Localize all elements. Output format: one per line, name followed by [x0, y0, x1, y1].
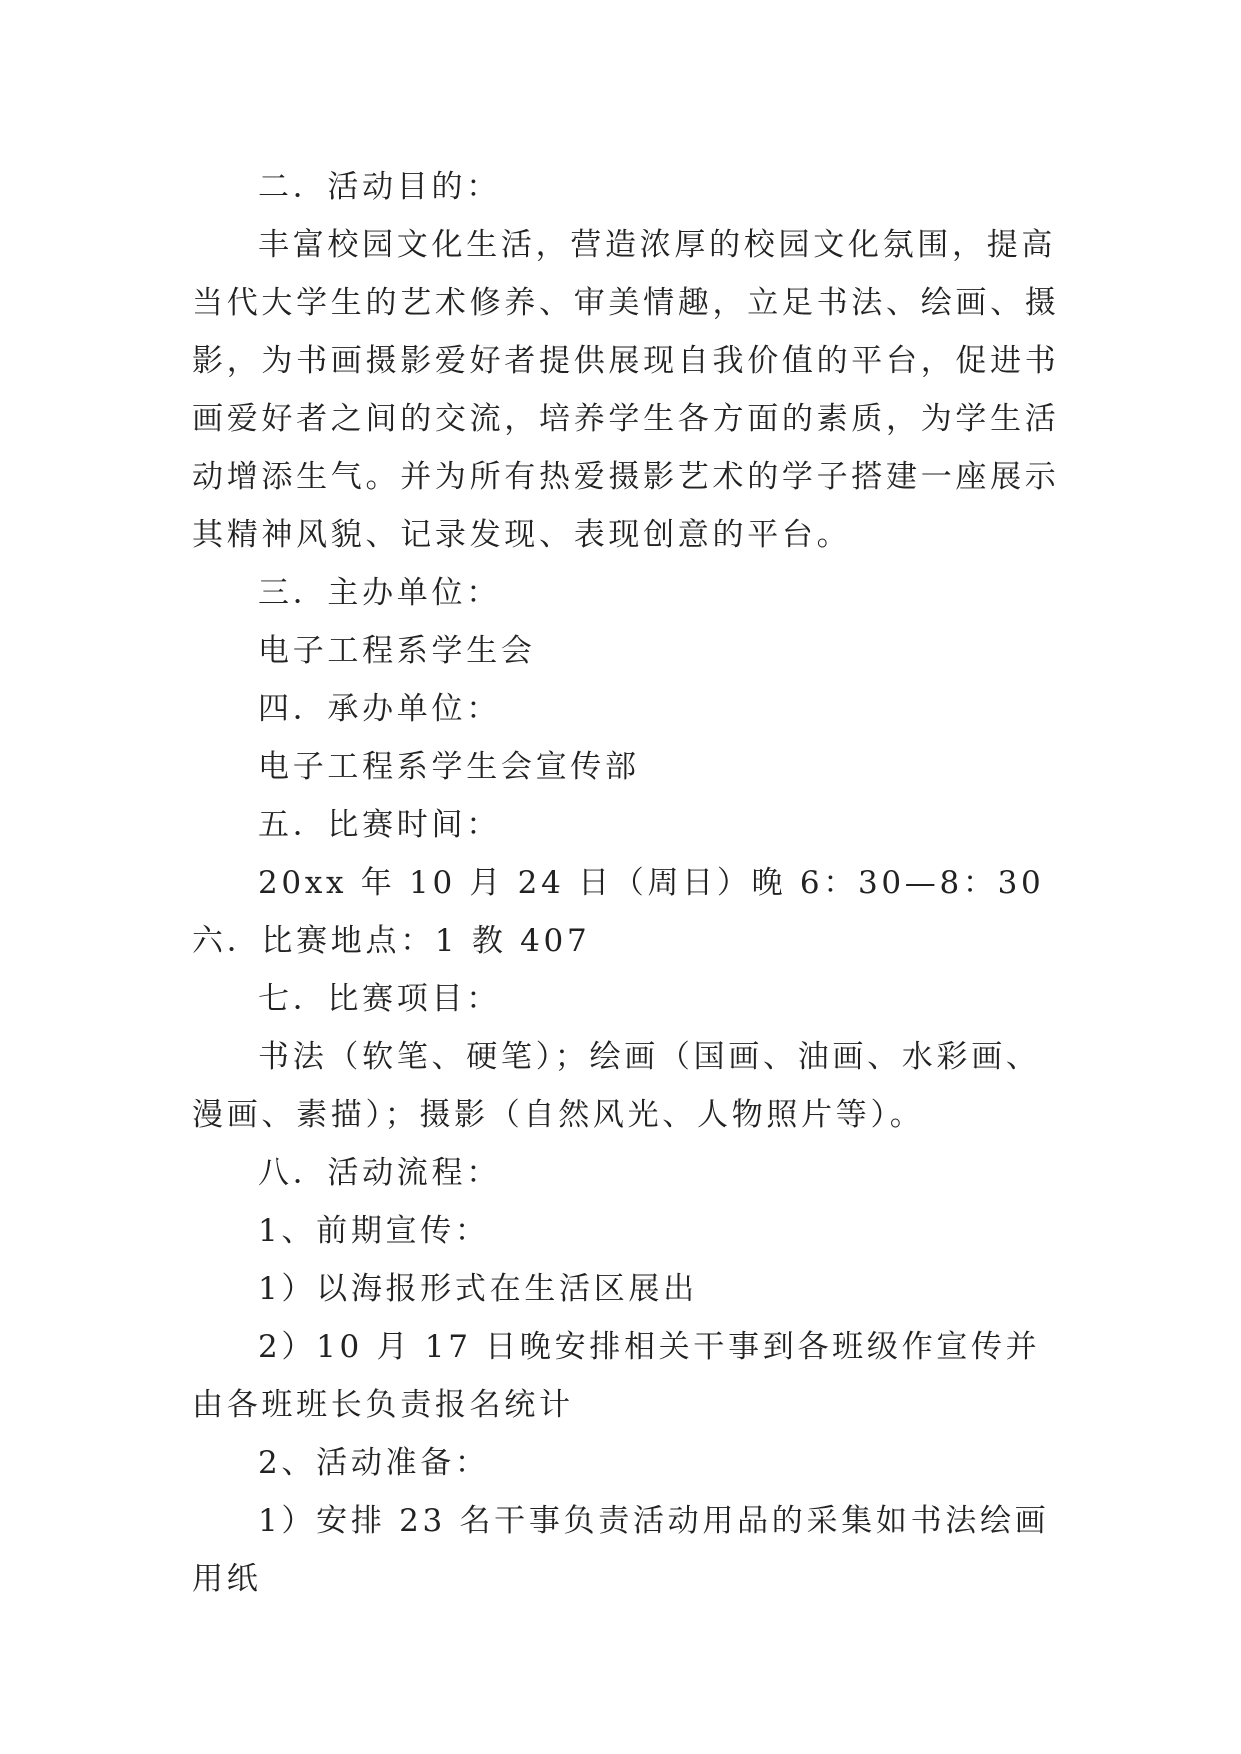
paragraph-co-organizer-text: 电子工程系学生会宣传部	[258, 749, 640, 785]
section-heading-process: 八．活动流程：	[258, 1155, 501, 1191]
paragraph-items-text: 书法（软笔、硬笔）；绘画（国画、油画、水彩画、漫画、素描）；摄影（自然风光、人物照片等）。	[192, 1039, 1041, 1133]
list-item-preparation-1: 1）安排 23 名干事负责活动用品的采集如书法绘画用纸	[192, 1503, 1050, 1597]
paragraph-organizer-text: 电子工程系学生会	[258, 633, 536, 669]
section-heading-items: 七．比赛项目：	[258, 981, 501, 1017]
section-heading-organizer: 三．主办单位：	[258, 575, 501, 611]
list-item-publicity-heading: 1、前期宣传：	[258, 1213, 490, 1249]
paragraph-time-location-text: 20xx 年 10 月 24 日（周日）晚 6：30—8：30 六．比赛地点：1 教 407	[192, 865, 1045, 959]
list-item-preparation-heading: 2、活动准备：	[258, 1445, 490, 1481]
section-heading-purpose: 二．活动目的：	[258, 169, 501, 205]
section-heading-co-organizer: 四．承办单位：	[258, 691, 501, 727]
document-body	[192, 158, 1072, 1608]
paragraph-purpose-text: 丰富校园文化生活，营造浓厚的校园文化氛围，提高当代大学生的艺术修养、审美情趣，立足书法、绘画、摄影，为书画摄影爱好者提供展现自我价值的平台，促进书画爱好者之间的交流，培养学生各方面的素质，为学生活动增添生气。并为所有热爱摄影艺术的学子搭建一座展示其精神风貌、记录发现、表现创意的平台。	[192, 227, 1060, 553]
list-item-publicity-1: 1）以海报形式在生活区展出	[258, 1271, 698, 1307]
section-heading-time: 五．比赛时间：	[258, 807, 501, 843]
list-item-publicity-2: 2）10 月 17 日晚安排相关干事到各班级作宣传并由各班班长负责报名统计	[192, 1329, 1041, 1423]
